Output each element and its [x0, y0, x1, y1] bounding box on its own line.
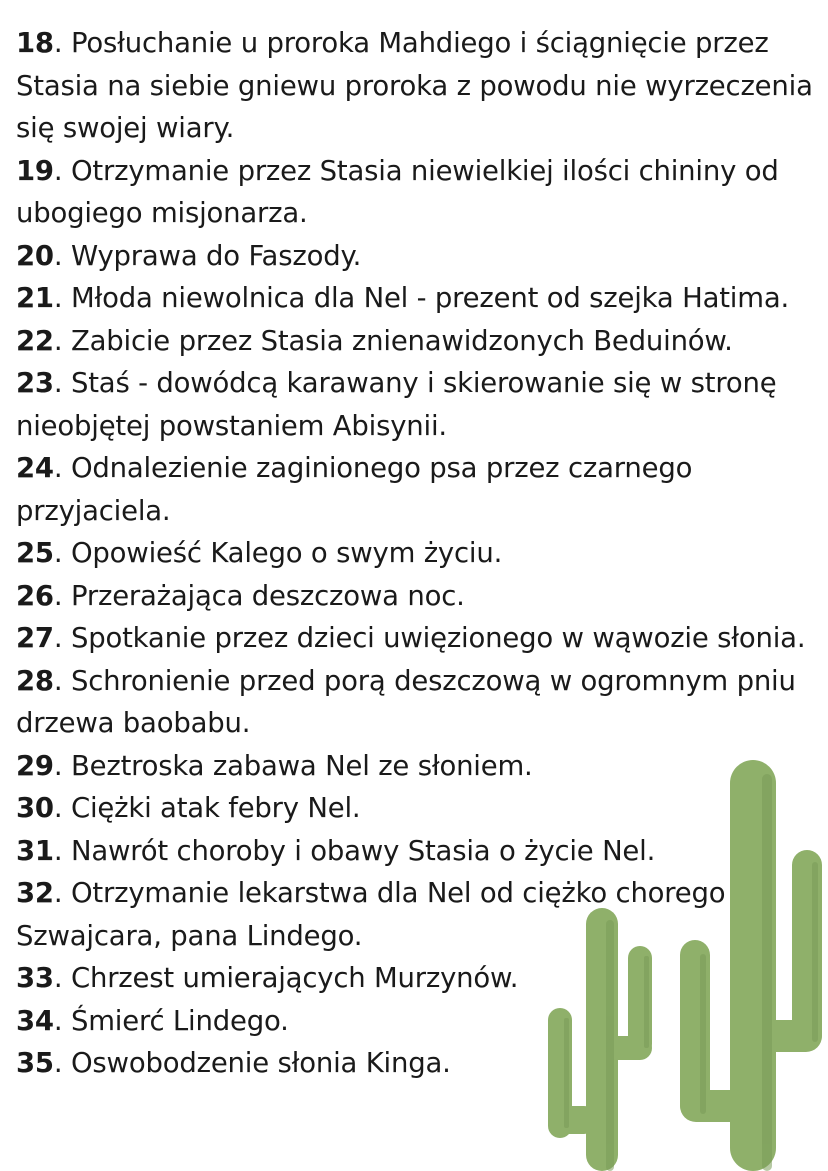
item-text: . Staś - dowódcą karawany i skierowanie się w stronę nieobjętej powstaniem Abisynii. — [16, 367, 777, 442]
list-item — [16, 447, 816, 532]
item-text: . Posłuchanie u proroka Mahdiego i ściągnięcie przez Stasia na siebie gniewu proroka z powodu nie wyrzeczenia się swojej wiary. — [16, 27, 813, 144]
item-number: 35 — [16, 1047, 54, 1079]
item-text: . Otrzymanie lekarstwa dla Nel od ciężko chorego Szwajcara, pana Lindego. — [16, 877, 726, 952]
item-number: 20 — [16, 239, 54, 272]
list-item — [16, 22, 816, 150]
item-text: . Ciężki atak febry Nel. — [53, 792, 361, 824]
list-item — [16, 957, 816, 1000]
list-item — [16, 320, 816, 363]
item-number: 19 — [16, 154, 54, 187]
item-number: 31 — [16, 834, 54, 867]
list-item — [16, 617, 816, 660]
item-text: . Oswobodzenie słonia Kinga. — [53, 1047, 451, 1079]
item-number: 28 — [16, 664, 54, 697]
item-text: . Zabicie przez Stasia znienawidzonych Beduinów. — [53, 324, 733, 357]
item-text: . Śmierć Lindego. — [53, 1004, 289, 1037]
item-number: 26 — [16, 579, 54, 612]
item-text: . Młoda niewolnica dla Nel - prezent od szejka Hatima. — [53, 282, 790, 314]
item-number: 25 — [16, 537, 54, 569]
item-text: . Schronienie przed porą deszczową w ogromnym pniu drzewa baobabu. — [16, 664, 796, 739]
item-number: 21 — [16, 282, 54, 314]
item-text: . Spotkanie przez dzieci uwięzionego w wąwozie słonia. — [53, 622, 806, 654]
item-text: . Chrzest umierających Murzynów. — [53, 962, 519, 994]
item-text: . Beztroska zabawa Nel ze słoniem. — [53, 749, 533, 782]
item-text: . Wyprawa do Faszody. — [53, 239, 362, 272]
list-item — [16, 362, 816, 447]
list-item — [16, 745, 816, 788]
list-item — [16, 660, 816, 745]
item-number: 23 — [16, 367, 54, 399]
plan-list — [16, 22, 816, 1085]
item-number: 32 — [16, 877, 54, 909]
list-item — [16, 830, 816, 873]
list-item — [16, 150, 816, 235]
item-text: . Otrzymanie przez Stasia niewielkiej ilości chininy od ubogiego misjonarza. — [16, 154, 779, 229]
list-item — [16, 1000, 816, 1043]
item-number: 33 — [16, 962, 54, 994]
item-text: . Nawrót choroby i obawy Stasia o życie Nel. — [53, 834, 656, 867]
item-number: 18 — [16, 27, 54, 59]
item-number: 29 — [16, 749, 54, 782]
item-number: 34 — [16, 1004, 54, 1037]
item-number: 22 — [16, 324, 54, 357]
list-item — [16, 235, 816, 278]
list-item — [16, 532, 816, 575]
list-item — [16, 872, 816, 957]
item-text: . Przerażająca deszczowa noc. — [53, 579, 465, 612]
list-item — [16, 277, 816, 320]
item-number: 30 — [16, 792, 54, 824]
item-number: 27 — [16, 622, 54, 654]
item-text: . Odnalezienie zaginionego psa przez czarnego przyjaciela. — [16, 452, 693, 527]
item-text: . Opowieść Kalego o swym życiu. — [53, 537, 503, 569]
list-item — [16, 575, 816, 618]
list-item — [16, 1042, 816, 1085]
item-number: 24 — [16, 452, 54, 484]
list-item — [16, 787, 816, 830]
